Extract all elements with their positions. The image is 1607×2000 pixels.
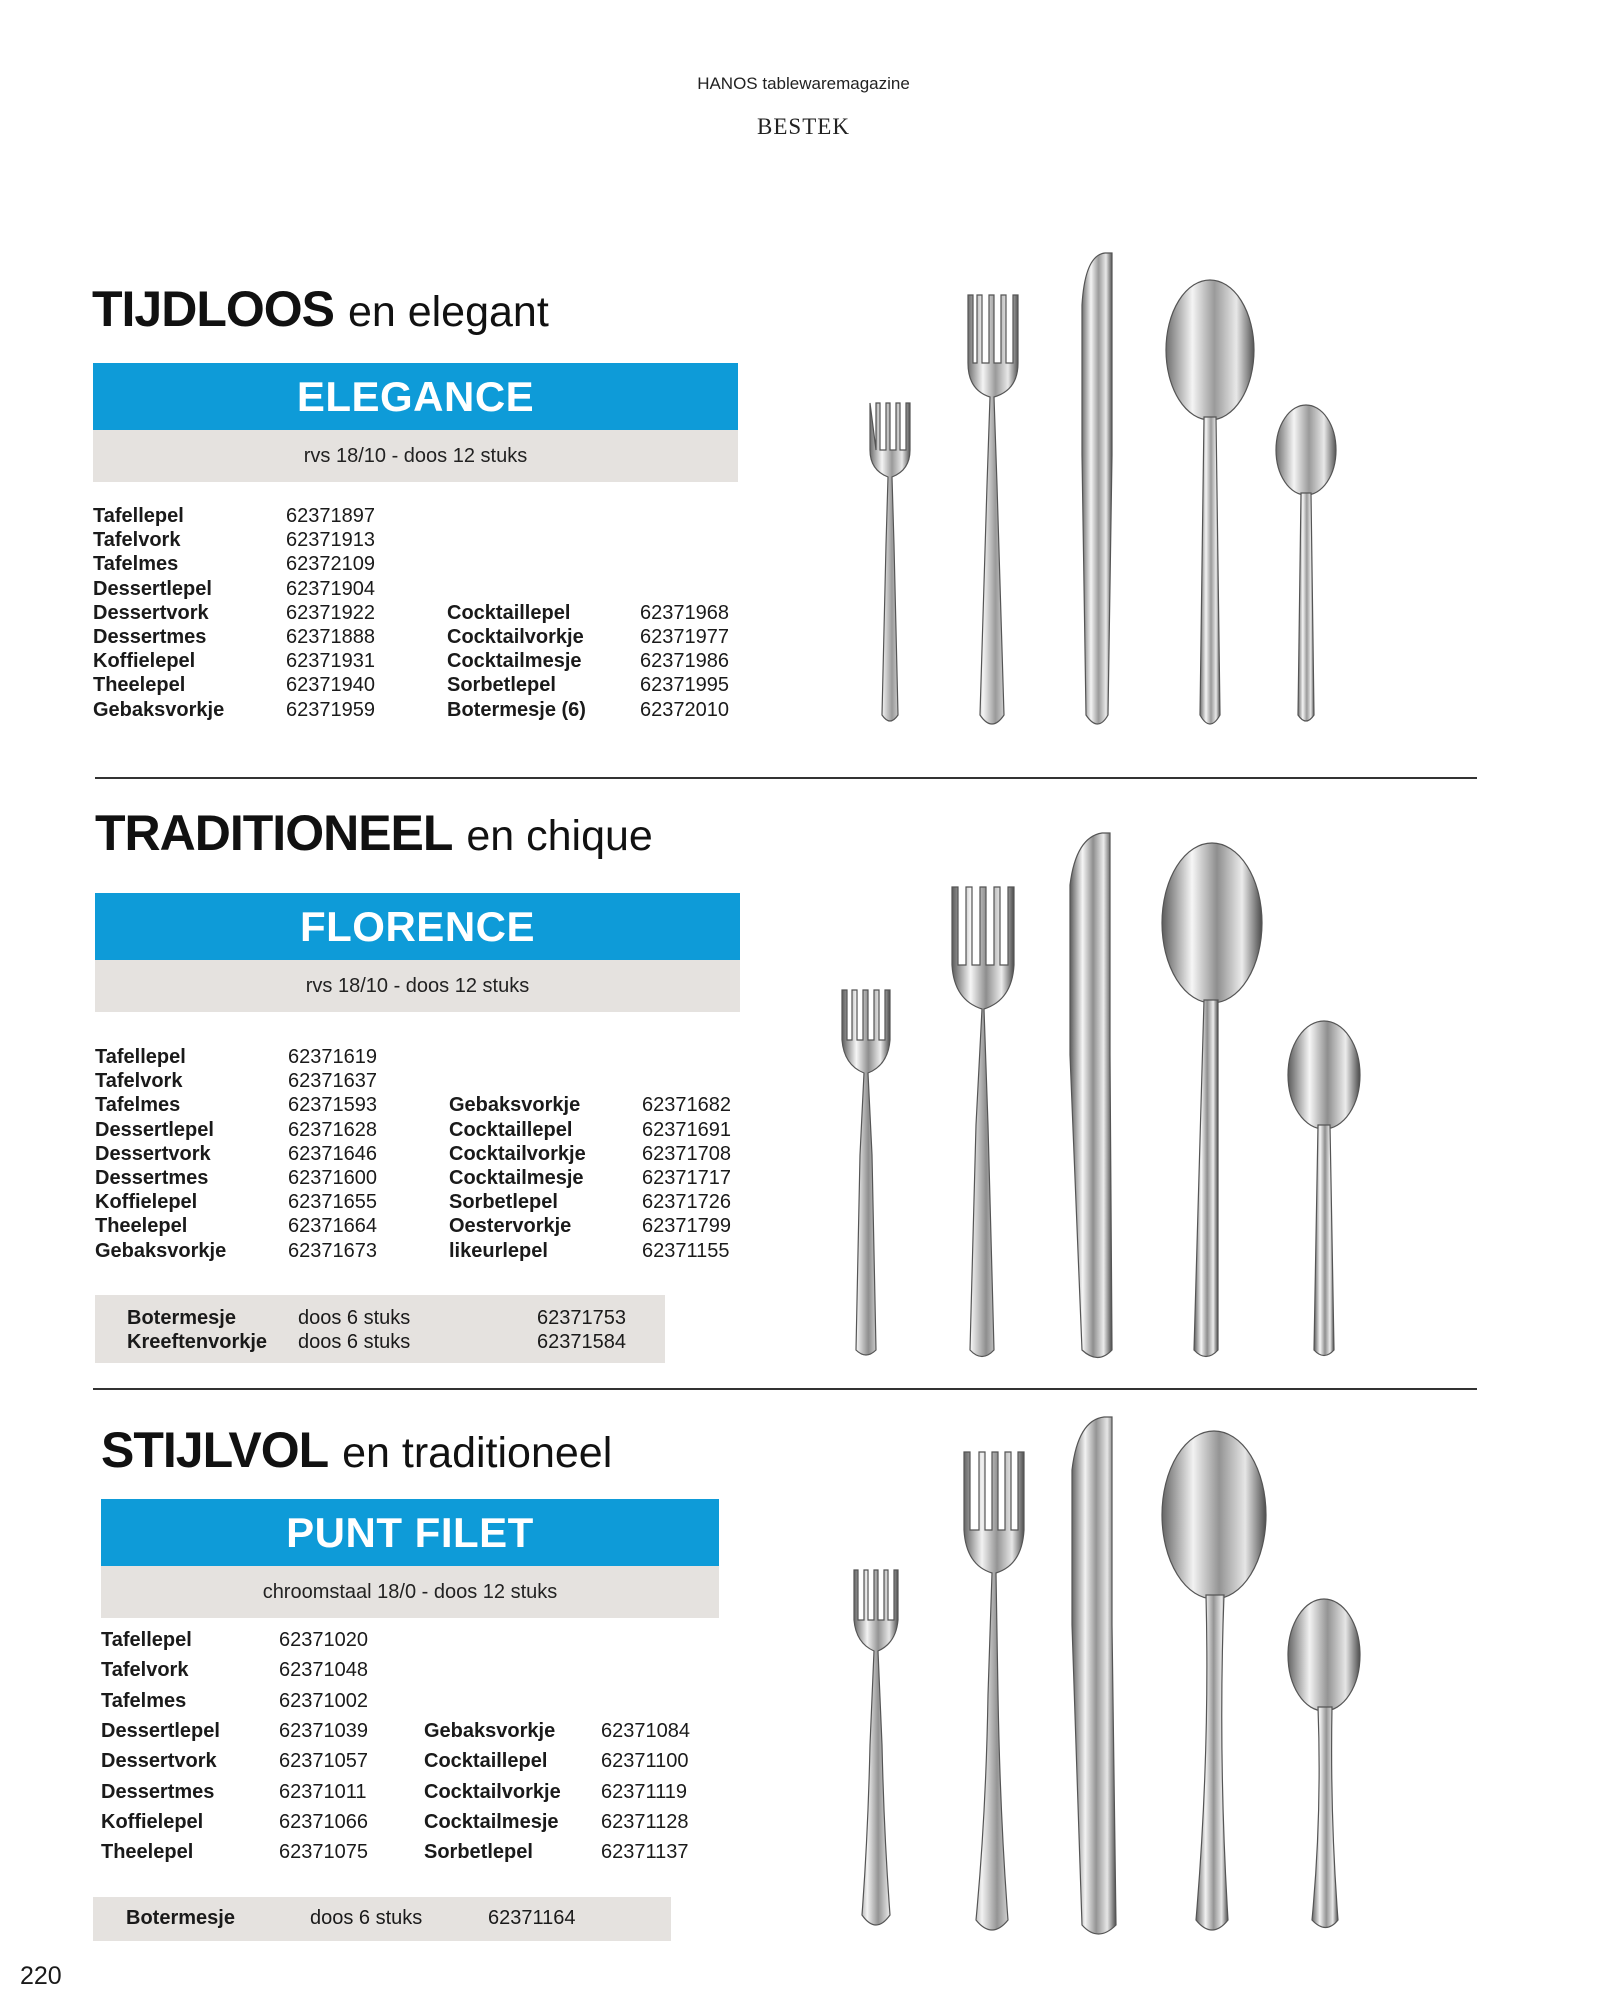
table-row: Kreeftenvorkje doos 6 stuks 62371584: [127, 1331, 626, 1353]
dessert-fork-icon: [842, 990, 890, 1355]
tea-spoon-icon: [1276, 405, 1336, 721]
section-heading: [101, 1422, 613, 1478]
collection-subtitle: chroomstaal 18/0 - doos 12 stuks: [101, 1566, 719, 1618]
section-heading: [95, 805, 653, 861]
tea-spoon-icon: [1288, 1599, 1360, 1928]
table-spoon-icon: [1166, 280, 1254, 724]
magazine-title: HANOS tablewaremagazine: [697, 74, 910, 93]
heading-light: en chique: [466, 812, 653, 860]
section-label: BESTEK: [757, 114, 850, 139]
table-knife-icon: [1082, 253, 1112, 724]
table-fork-icon: [968, 295, 1018, 724]
heading-light: en traditioneel: [342, 1429, 613, 1477]
collection-subtitle: rvs 18/10 - doos 12 stuks: [95, 960, 740, 1012]
section-heading: [92, 281, 549, 337]
product-table: Tafellepel 62371020 Tafelvork 62371048 Tafelmes 62371002 Dessertlepel 62371039 Dessertvork 62371057 Dessertmes 62371011 Koffielepel 62371066 Theelepel 62371075 Gebaksvorkje 62371084 Cocktaillepel 62371100 Cocktailvorkje 62371119 Cocktailmesje 62371128 Sorbetlepel 62371137: [101, 1629, 690, 1864]
product-table: Tafellepel 62371897 Tafelvork 62371913 Tafelmes 62372109 Dessertlepel 62371904 Dessertvork 62371922 Dessertmes 62371888 Koffielepel 62371931 Theelepel 62371940 Gebaksvorkje 62371959 Cocktaillepel 62371968 Cocktailvorkje 62371977 Cocktailmesje 62371986 Sorbetlepel 62371995 Botermesje (6) 62372010: [93, 505, 729, 721]
dessert-fork-icon: [854, 1570, 898, 1925]
heading-bold: STIJLVOL: [101, 1422, 329, 1478]
extra-items-box: [93, 1897, 671, 1941]
heading-bold: TIJDLOOS: [92, 281, 335, 337]
collection-name: PUNT FILET: [101, 1499, 719, 1566]
dessert-fork-icon: [870, 403, 910, 721]
heading-light: en elegant: [347, 288, 549, 336]
table-fork-icon: [952, 887, 1014, 1357]
table-spoon-icon: [1162, 843, 1262, 1357]
collection-subtitle: rvs 18/10 - doos 12 stuks: [93, 430, 738, 482]
cutlery-photo-elegance: [840, 245, 1360, 735]
page-number: 220: [20, 1962, 62, 1990]
section-divider: [93, 1388, 1477, 1390]
collection-name: FLORENCE: [95, 893, 740, 960]
table-row: Botermesje doos 6 stuks 62371164: [126, 1907, 576, 1929]
tea-spoon-icon: [1288, 1021, 1360, 1356]
cutlery-photo-florence: [820, 825, 1380, 1355]
table-spoon-icon: [1162, 1431, 1266, 1930]
collection-name: ELEGANCE: [93, 363, 738, 430]
cutlery-photo-punt-filet: [840, 1415, 1370, 1945]
table-row: Botermesje doos 6 stuks 62371753: [127, 1307, 626, 1329]
table-knife-icon: [1070, 833, 1112, 1358]
section-divider: [95, 777, 1477, 779]
product-table: Tafellepel 62371619 Tafelvork 62371637 Tafelmes 62371593 Dessertlepel 62371628 Dessertvork 62371646 Dessertmes 62371600 Koffielepel 62371655 Theelepel 62371664 Gebaksvorkje 62371673 Gebaksvorkje 62371682 Cocktaillepel 62371691 Cocktailvorkje 62371708 Cocktailmesje 62371717 Sorbetlepel 62371726 Oestervorkje 62371799 likeurlepel 62371155: [95, 1046, 731, 1262]
extra-items-box: [95, 1295, 665, 1363]
heading-bold: TRADITIONEEL: [95, 805, 453, 861]
table-fork-icon: [964, 1452, 1024, 1930]
table-knife-icon: [1072, 1417, 1116, 1934]
